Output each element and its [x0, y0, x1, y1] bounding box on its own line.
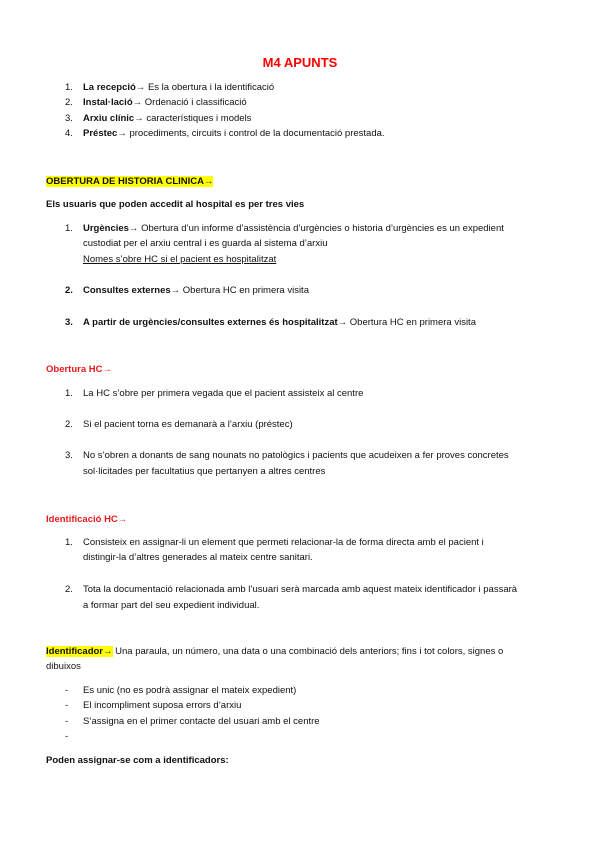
list-item: No s’obren a donants de sang nounats no patològics i pacients que acudeixen a fer proves concretes: [83, 450, 509, 461]
list-item-number: 3.: [65, 113, 73, 124]
list-item: Préstec→ procediments, circuits i control de la documentació prestada.: [83, 128, 385, 139]
definition-continuation: dibuixos: [46, 661, 81, 672]
list-item-number: 2.: [65, 97, 73, 108]
list-item: Consultes externes→ Obertura HC en primera visita: [83, 285, 309, 296]
page-title: M4 APUNTS: [262, 55, 338, 70]
identificador-definition: Identificador→ Una paraula, un número, una data o una combinació dels anteriors; fins i tot colors, signes o: [46, 646, 504, 657]
list-item: Tota la documentació relacionada amb l’usuari serà marcada amb aquest mateix identificador i passarà: [83, 584, 518, 595]
bullet-dash: -: [65, 716, 69, 727]
list-item-number: 2.: [65, 584, 73, 595]
list-item-number: 2.: [65, 419, 73, 430]
list-item: La recepció→ Es la obertura i la identificació: [83, 82, 275, 93]
list-item-number: 3.: [65, 450, 73, 461]
section-heading-obertura-historia: OBERTURA DE HISTORIA CLINICA→: [46, 176, 214, 187]
section-subheading: Els usuaris que poden accedit al hospital es per tres vies: [46, 199, 305, 210]
bullet-dash: -: [65, 700, 69, 711]
list-item: La HC s’obre per primera vegada que el pacient assisteix al centre: [83, 388, 364, 399]
list-item: Consisteix en assignar-li un element que permeti relacionar-la de forma directa amb el pacient i: [83, 537, 484, 548]
list-item: Urgències→ Obertura d’un informe d’assistència d’urgències o historia d’urgències es un expedient: [83, 223, 504, 234]
bullet-dash: -: [65, 685, 69, 696]
section-heading-obertura-hc: Obertura HC→: [46, 364, 112, 375]
bullet-dash: -: [65, 731, 69, 742]
list-item-number: 4.: [65, 128, 73, 139]
bullet-item: S’assigna en el primer contacte del usuari amb el centre: [83, 716, 320, 727]
list-item-continuation: distingir-la d’altres generades al mateix centre sanitari.: [83, 552, 313, 563]
list-item-number: 1.: [65, 537, 73, 548]
bullet-item: El incompliment suposa errors d’arxiu: [83, 700, 242, 711]
list-item-continuation: custodiat per el arxiu central i es guarda al sistema d’arxiu: [83, 238, 328, 249]
list-item-number: 1.: [65, 388, 73, 399]
list-item-number: 3.: [65, 317, 73, 328]
section-heading-identificacio-hc: Identificació HC→: [46, 514, 128, 525]
list-item: Si el pacient torna es demanarà a l’arxiu (préstec): [83, 419, 293, 430]
bullet-item: Es unic (no es podrà assignar el mateix expedient): [83, 685, 297, 696]
list-item-number: 1.: [65, 223, 73, 234]
list-item-continuation: a formar part del seu expedient individual.: [83, 600, 260, 611]
footer-heading: Poden assignar-se com a identificadors:: [46, 755, 229, 766]
list-item-number: 2.: [65, 285, 73, 296]
list-item: A partir de urgències/consultes externes és hospitalitzat→ Obertura HC en primera visita: [83, 317, 476, 328]
list-item: Arxiu clínic→ característiques i models: [83, 113, 252, 124]
underlined-note: Nomes s’obre HC si el pacient es hospitalitzat: [83, 254, 277, 265]
identificador-label: Identificador→: [46, 646, 113, 657]
list-item-continuation: sol·licitades per facultatius que pertanyen a altres centres: [83, 466, 326, 477]
list-item: Instal·lació→ Ordenació i classificació: [83, 97, 247, 108]
list-item-number: 1.: [65, 82, 73, 93]
